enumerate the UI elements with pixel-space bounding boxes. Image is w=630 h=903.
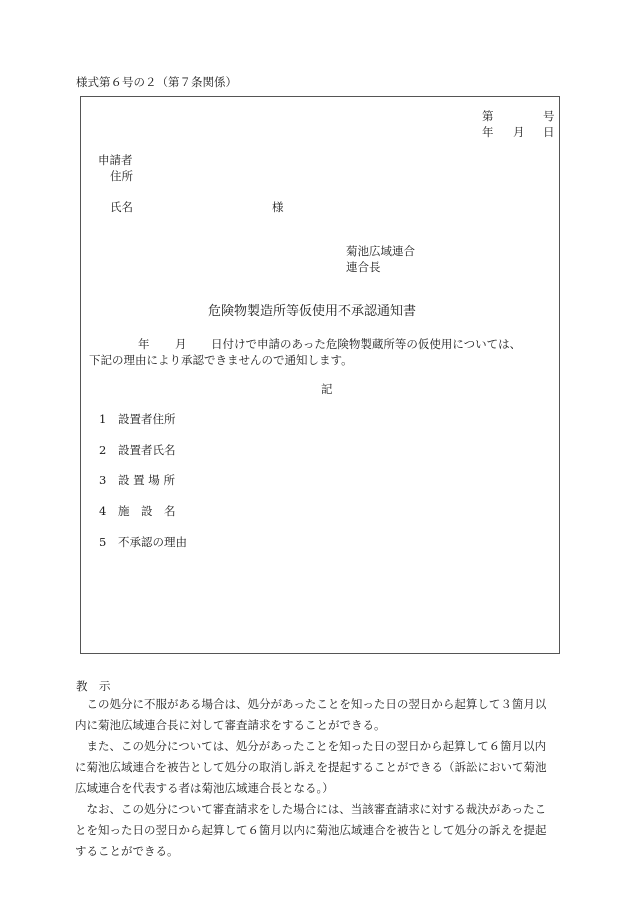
- item-label: 設 置 場 所: [118, 473, 175, 487]
- notice-body: [75, 694, 547, 862]
- applicant-label: 申請者: [98, 153, 133, 167]
- notice-paragraph-3: なお、この処分について審査請求をした場合には、当該審査請求に対する裁決があったことを知った日の翌日から起算して６箇月以内に菊池広域連合を被告として処分の訴えを提起することができる。: [75, 802, 547, 858]
- document-title: 危険物製造所等仮使用不承認通知書: [208, 304, 417, 319]
- form-header: 様式第６号の２（第７条関係）: [76, 75, 237, 89]
- notice-paragraph-1: この処分に不服がある場合は、処分があったことを知った日の翌日から起算して３箇月以内に菊池広域連合長に対して審査請求をすることができる。: [75, 697, 547, 732]
- date-day: 日: [543, 125, 555, 139]
- item-number: 3: [99, 473, 107, 487]
- body-month: 月: [175, 337, 187, 351]
- doc-number-suffix: 号: [543, 109, 555, 123]
- item-number: 1: [99, 412, 107, 426]
- form-frame: [80, 96, 560, 654]
- item-label: 施 設 名: [118, 504, 176, 518]
- issuer-title: 連合長: [346, 260, 381, 274]
- item-number: 5: [99, 535, 107, 549]
- body-line2: 下記の理由により承認できませんので通知します。: [89, 353, 353, 367]
- notice-paragraph-2: また、この処分については、処分があったことを知った日の翌日から起算して６箇月以内に菊池広域連合を被告として処分の取消し訴えを提起することができる（訴訟において菊池広域連合を代表する者は菊池広域連合長となる。）: [75, 739, 547, 795]
- name-label: 氏名: [110, 200, 133, 214]
- address-label: 住所: [110, 169, 133, 183]
- item-number: 4: [99, 504, 107, 518]
- body-line1: 日付けで申請のあった危険物製蔵所等の仮使用については、: [211, 337, 522, 351]
- date-year: 年: [482, 125, 494, 139]
- ki-mark: 記: [321, 382, 333, 396]
- item-label: 不承認の理由: [118, 535, 187, 549]
- honorific: 様: [272, 200, 284, 214]
- issuer-org: 菊池広域連合: [346, 244, 415, 258]
- notice-heading: 教 示: [76, 679, 111, 693]
- date-month: 月: [513, 125, 525, 139]
- body-year: 年: [138, 337, 150, 351]
- doc-number-prefix: 第: [482, 109, 494, 123]
- item-number: 2: [99, 443, 107, 457]
- item-label: 設置者氏名: [118, 443, 176, 457]
- item-label: 設置者住所: [118, 412, 176, 426]
